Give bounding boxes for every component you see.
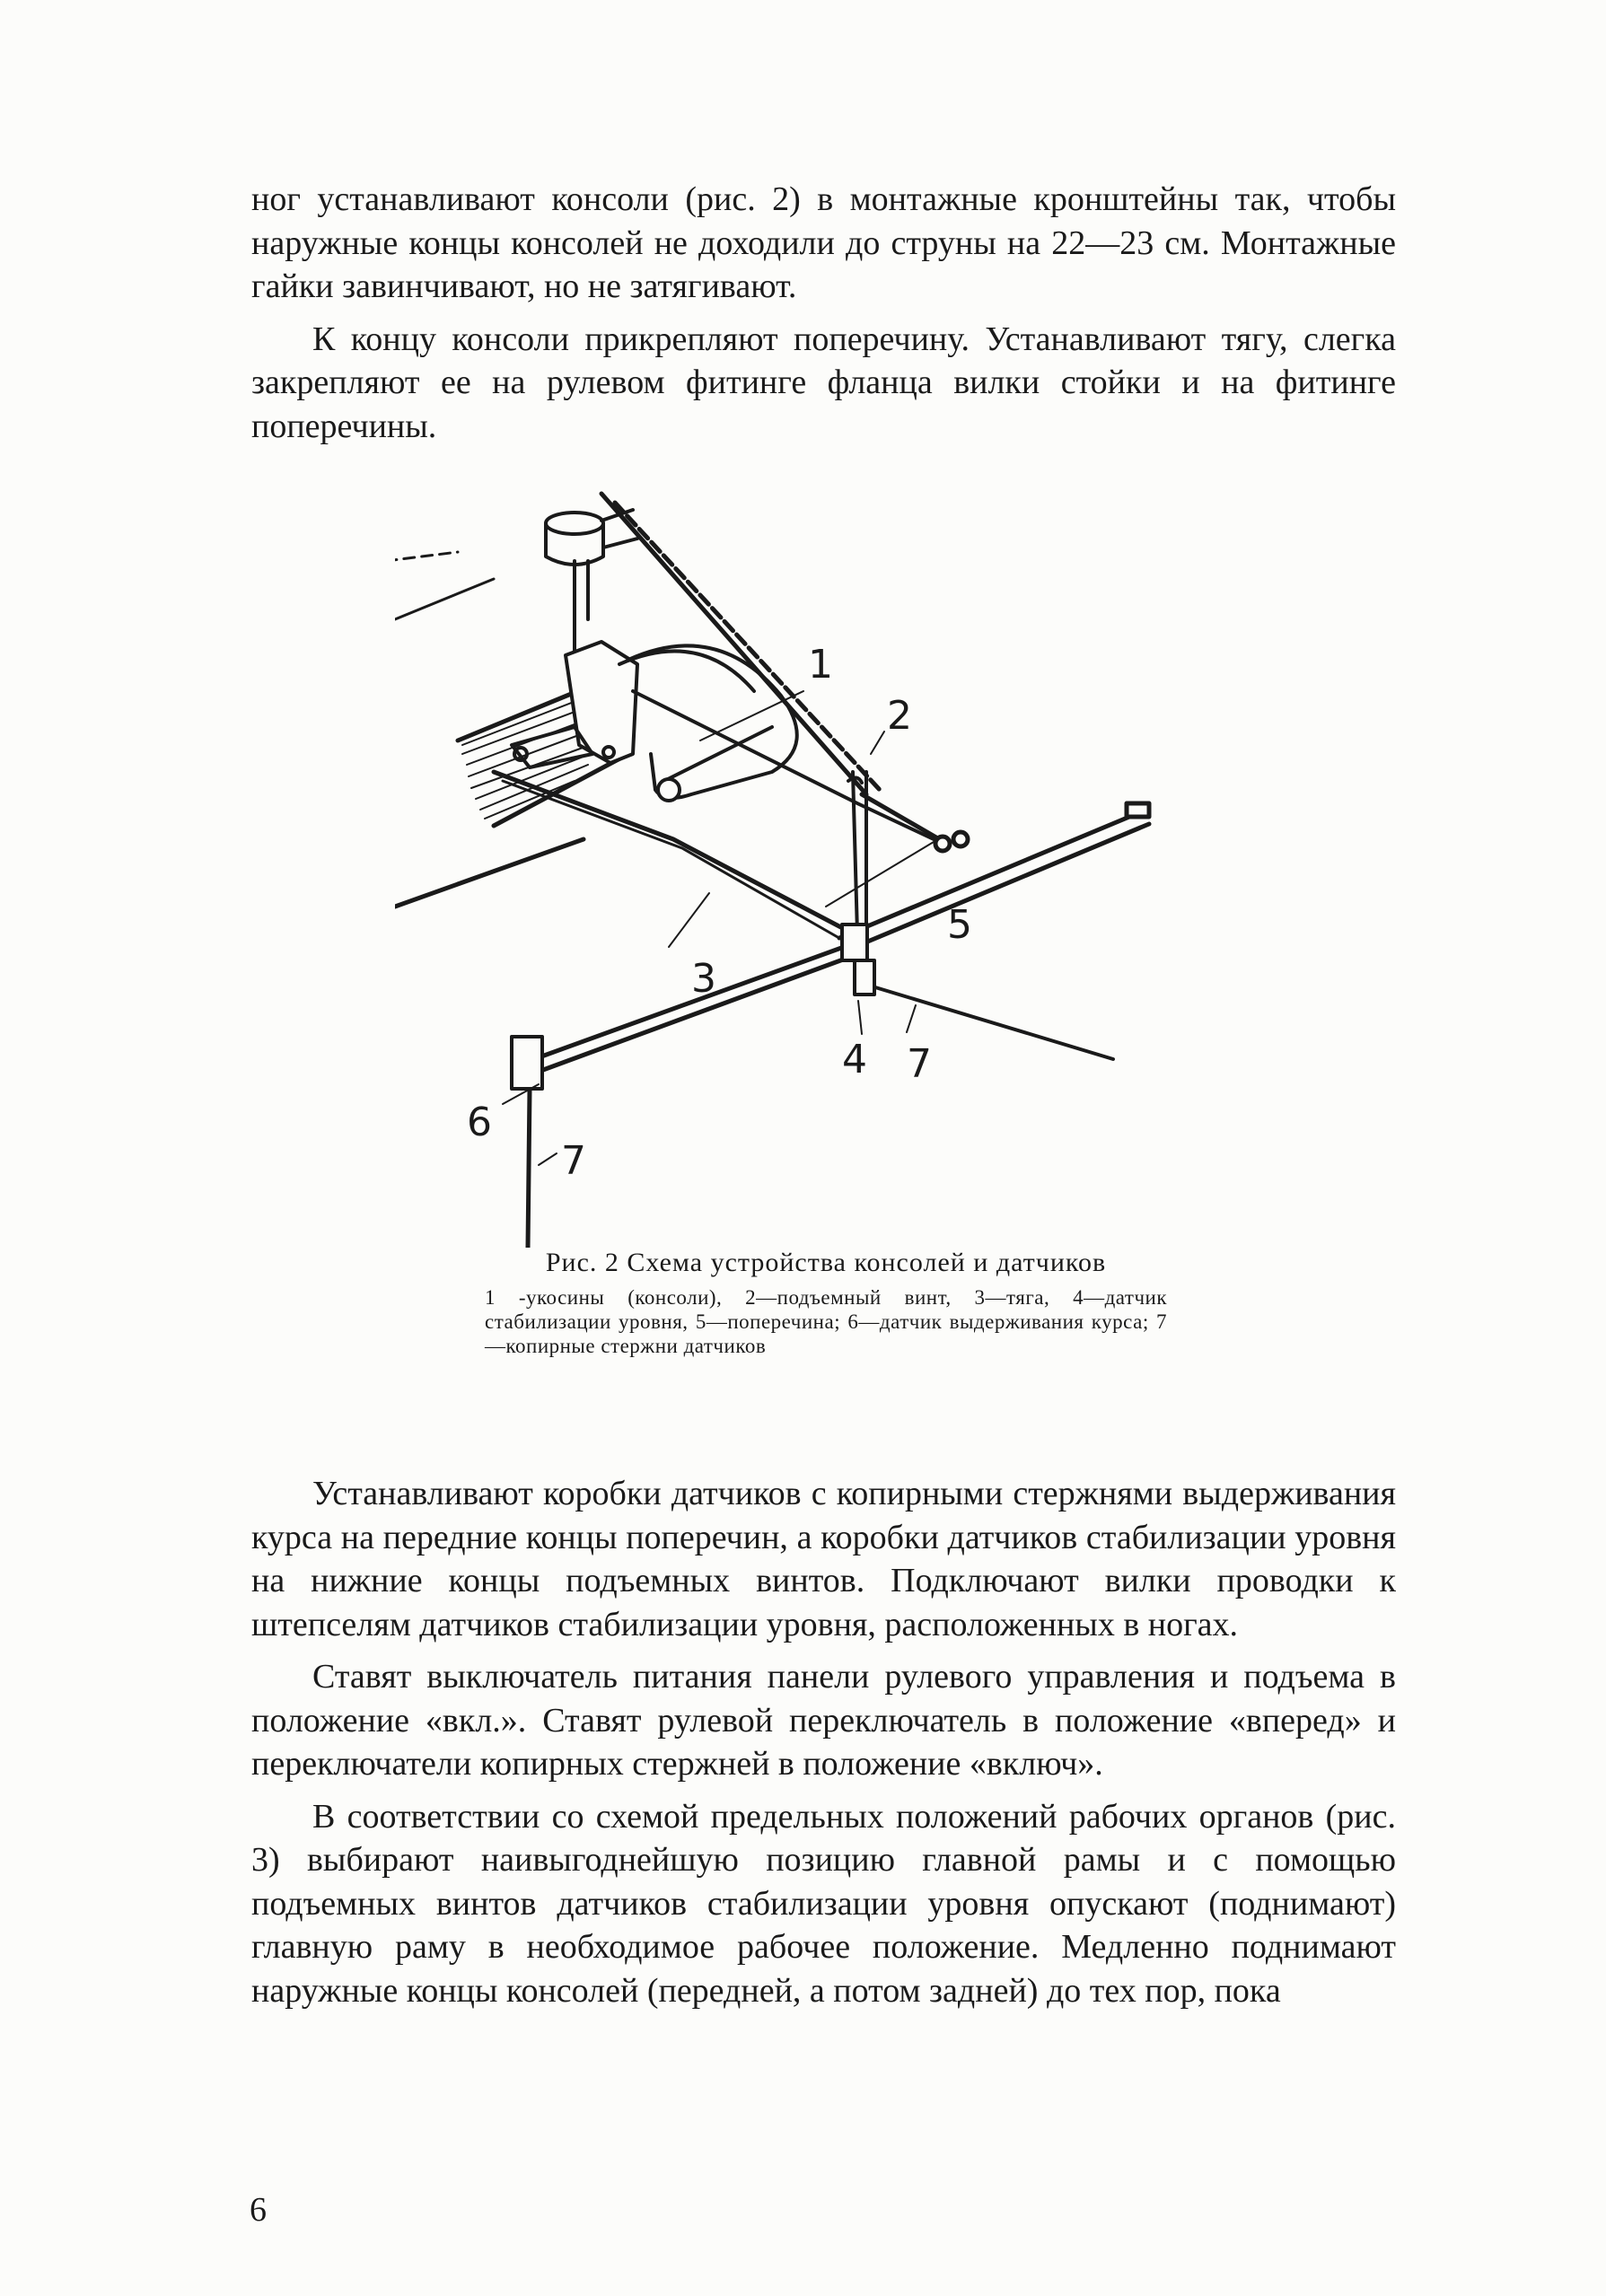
figure-caption (485, 1248, 1167, 1358)
course-sensor-box (512, 1037, 542, 1248)
figure-label: 5 (947, 902, 972, 948)
caption-legend: 1 -укосины (консоли), 2—подъемный винт, 3—тяга, 4—датчик стабилизации уровня, 5—поперечина; 6—датчик выдерживания курса; 7—копирные стержни датчиков (485, 1286, 1167, 1357)
paragraph: Устанавливают коробки датчиков с копирными стержнями выдерживания курса на передние концы поперечин, а коробки датчиков стабилизации уровня на нижние концы подъемных винтов. Подключают вилки проводки к штепселям датчиков стабилизации уровня, расположенных в ногах. (251, 1475, 1396, 1643)
level-sensor-box (842, 925, 874, 995)
bottom-text-block (251, 1472, 1396, 2012)
figure-label: 7 (561, 1138, 586, 1184)
figure-label: 1 (808, 642, 833, 688)
mount-bracket (512, 642, 637, 767)
paragraph: К концу консоли прикрепляют поперечину. Устанавливают тягу, слегка закрепляют ее на рулевом фитинге фланца вилки стойки и на фитинге поперечины. (251, 320, 1396, 445)
figure-label: 2 (887, 693, 912, 739)
figure-console-sensor-diagram (395, 485, 1185, 1248)
motor-unit (546, 510, 637, 664)
page-number: 6 (250, 2191, 267, 2229)
figure-label: 6 (467, 1100, 492, 1145)
top-text-block (251, 178, 1396, 448)
caption-title: Рис. 2 Схема устройства консолей и датчиков (545, 1248, 1107, 1277)
paragraph: ног устанавливают консоли (рис. 2) в монтажные кронштейны так, чтобы наружные концы консолей не доходили до струны на 22—23 см. Монтажные гайки завинчивают, но не затягивают. (251, 180, 1396, 305)
figure-label: 4 (842, 1037, 867, 1082)
guide-string-line (395, 552, 458, 561)
console-strut (601, 494, 947, 844)
figure-label: 7 (907, 1041, 932, 1087)
paragraph: В соответствии со схемой предельных положений рабочих органов (рис. 3) выбирают наивыгоднейшую позицию главной рамы и с помощью подъемных винтов датчиков стабилизации уровня опускают (поднимают) главную раму в необходимое рабочее положение. Медленно поднимают наружные концы консолей (передней, а потом задней) до тех пор, пока (251, 1797, 1396, 2010)
figure-label: 3 (691, 956, 716, 1002)
paragraph: Ставят выключатель питания панели рулевого управления и подъема в положение «вкл.». Ставят рулевой переключатель в положение «вперед» и переключатели копирных стержней в положение «включ». (251, 1658, 1396, 1783)
